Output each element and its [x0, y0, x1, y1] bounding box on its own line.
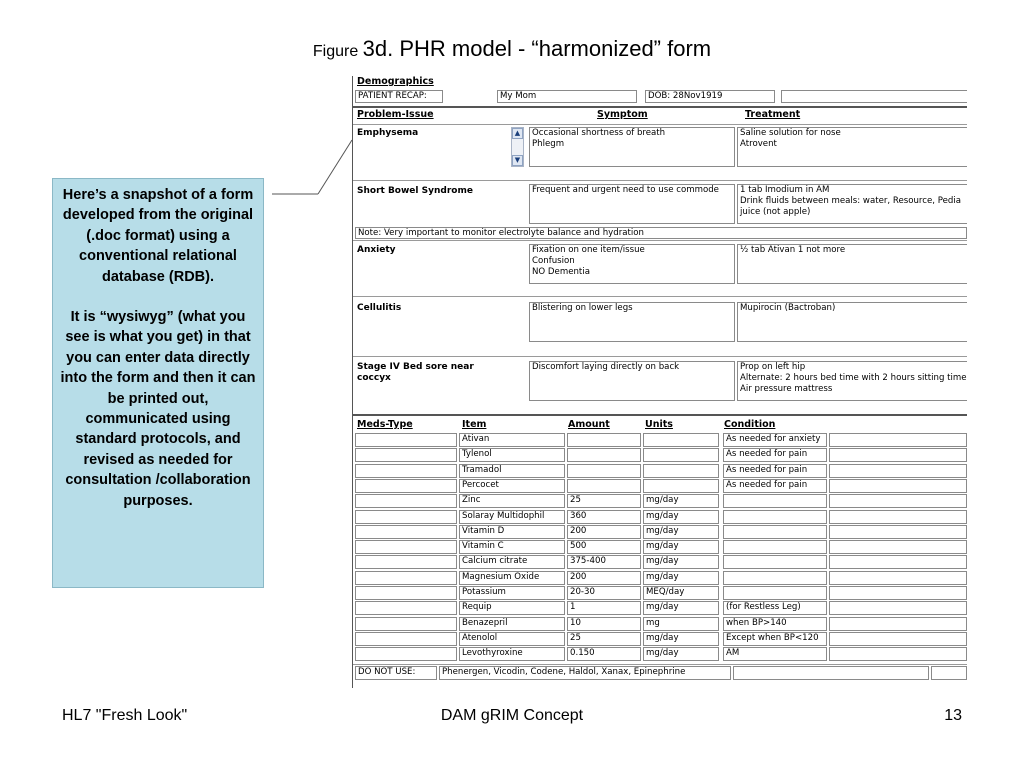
footer-center: DAM gRIM Concept: [440, 707, 584, 724]
problem-issue-2: Short Bowel Syndrome: [357, 186, 473, 196]
med-units-cell[interactable]: mg/day: [643, 632, 719, 646]
symptom-header: Symptom: [597, 109, 648, 120]
symptom-line: Blistering on lower legs: [532, 303, 633, 313]
med-item-cell[interactable]: Potassium: [459, 586, 565, 600]
med-extra-cell[interactable]: [829, 647, 967, 661]
title-number: 3d.: [362, 36, 394, 61]
med-type-cell[interactable]: [355, 525, 457, 539]
row-divider: [353, 664, 967, 665]
symptom-field-1[interactable]: [529, 127, 735, 167]
med-extra-cell[interactable]: [829, 571, 967, 585]
med-type-cell[interactable]: [355, 617, 457, 631]
treatment-line: Saline solution for nose: [740, 128, 841, 138]
med-condition-cell[interactable]: Except when BP<120: [723, 632, 827, 646]
demographics-label: Demographics: [357, 76, 434, 87]
med-units-cell[interactable]: mg/day: [643, 555, 719, 569]
med-item-cell[interactable]: Vitamin C: [459, 540, 565, 554]
med-extra-cell[interactable]: [829, 433, 967, 447]
med-item-cell[interactable]: Zinc: [459, 494, 565, 508]
meds-amount-header: Amount: [568, 419, 610, 430]
footer-page-number: 13: [944, 707, 962, 724]
med-units-cell[interactable]: [643, 464, 719, 478]
scroll-down-icon[interactable]: ▼: [512, 155, 523, 166]
problem-issue-header: Problem-Issue: [357, 109, 434, 120]
med-extra-cell[interactable]: [829, 555, 967, 569]
med-units-cell[interactable]: mg/day: [643, 601, 719, 615]
callout-paragraph-1: Here’s a snapshot of a form developed from the original (.doc format) using a conventional relational database (RDB).: [62, 187, 254, 285]
meds-units-header: Units: [645, 419, 673, 430]
symptom-line: Occasional shortness of breath: [532, 128, 666, 138]
symptom-line: Discomfort laying directly on back: [532, 362, 680, 372]
med-type-cell[interactable]: [355, 464, 457, 478]
med-item-cell[interactable]: Magnesium Oxide: [459, 571, 565, 585]
callout-paragraph-2: It is “wysiwyg” (what you see is what you get) in that you can enter data directly into the form and then it can be printed out, communicated using standard protocols, and revised as needed for consultation /collaboration purposes.: [60, 309, 256, 509]
treatment-line: Mupirocin (Bactroban): [740, 303, 836, 313]
med-item-cell[interactable]: Tylenol: [459, 448, 565, 462]
med-condition-cell[interactable]: [723, 540, 827, 554]
section-divider: [353, 106, 967, 108]
med-item-cell[interactable]: Ativan: [459, 433, 565, 447]
callout-box: [52, 178, 264, 588]
med-condition-cell[interactable]: As needed for anxiety: [723, 433, 827, 447]
med-units-cell[interactable]: mg/day: [643, 540, 719, 554]
symptom-field-3[interactable]: [529, 244, 735, 284]
patient-recap-field[interactable]: PATIENT RECAP:: [355, 90, 443, 103]
med-type-cell[interactable]: [355, 433, 457, 447]
treatment-line: Drink fluids between meals: water, Resource, Pedia juice (not apple): [740, 196, 962, 217]
med-condition-cell[interactable]: [723, 525, 827, 539]
med-units-cell[interactable]: mg: [643, 617, 719, 631]
note-field[interactable]: Note: Very important to monitor electrolyte balance and hydration: [355, 227, 967, 239]
med-type-cell[interactable]: [355, 571, 457, 585]
symptom-field-2[interactable]: [529, 184, 735, 224]
treatment-field-4[interactable]: [737, 302, 967, 342]
symptom-field-4[interactable]: [529, 302, 735, 342]
med-item-cell[interactable]: Vitamin D: [459, 525, 565, 539]
scroll-up-icon[interactable]: ▲: [512, 128, 523, 139]
treatment-line: ½ tab Ativan 1 not more: [740, 245, 846, 255]
med-condition-cell[interactable]: [723, 571, 827, 585]
do-not-use-extra-field-2[interactable]: [931, 666, 967, 680]
med-extra-cell[interactable]: [829, 479, 967, 493]
med-type-cell[interactable]: [355, 647, 457, 661]
med-units-cell[interactable]: [643, 479, 719, 493]
med-extra-cell[interactable]: [829, 448, 967, 462]
med-amount-cell[interactable]: 500: [567, 540, 641, 554]
med-amount-cell[interactable]: 200: [567, 571, 641, 585]
med-type-cell[interactable]: [355, 586, 457, 600]
med-amount-cell[interactable]: [567, 433, 641, 447]
symptom-line: NO Dementia: [532, 267, 590, 277]
section-divider: [353, 414, 967, 416]
treatment-line: Alternate: 2 hours bed time with 2 hours sitting time: [740, 373, 967, 383]
med-extra-cell[interactable]: [829, 494, 967, 508]
med-units-cell[interactable]: MEQ/day: [643, 586, 719, 600]
med-units-cell[interactable]: [643, 433, 719, 447]
symptom-line: Frequent and urgent need to use commode: [532, 185, 719, 195]
med-extra-cell[interactable]: [829, 601, 967, 615]
med-condition-cell[interactable]: As needed for pain: [723, 479, 827, 493]
title-prefix: Figure: [312, 43, 363, 60]
med-amount-cell[interactable]: 0.150: [567, 647, 641, 661]
med-item-cell[interactable]: Requip: [459, 601, 565, 615]
med-type-cell[interactable]: [355, 494, 457, 508]
med-extra-cell[interactable]: [829, 510, 967, 524]
med-item-cell[interactable]: Benazepril: [459, 617, 565, 631]
med-amount-cell[interactable]: 25: [567, 632, 641, 646]
do-not-use-field[interactable]: Phenergen, Vicodin, Codene, Haldol, Xanax, Epinephrine: [439, 666, 731, 680]
med-units-cell[interactable]: mg/day: [643, 494, 719, 508]
med-amount-cell[interactable]: 1: [567, 601, 641, 615]
med-condition-cell[interactable]: [723, 510, 827, 524]
med-type-cell[interactable]: [355, 555, 457, 569]
med-amount-cell[interactable]: 25: [567, 494, 641, 508]
treatment-line: 1 tab Imodium in AM: [740, 185, 830, 195]
treatment-field-1[interactable]: [737, 127, 967, 167]
do-not-use-label: DO NOT USE:: [355, 666, 437, 680]
treatment-field-5[interactable]: [737, 361, 967, 401]
med-units-cell[interactable]: [643, 448, 719, 462]
med-units-cell[interactable]: mg/day: [643, 510, 719, 524]
med-type-cell[interactable]: [355, 632, 457, 646]
row-divider: [353, 356, 967, 357]
med-units-cell[interactable]: mg/day: [643, 571, 719, 585]
med-type-cell[interactable]: [355, 479, 457, 493]
header-divider: [353, 124, 967, 125]
phr-form: [352, 76, 967, 688]
med-amount-cell[interactable]: [567, 464, 641, 478]
demographics-extra-field[interactable]: [781, 90, 967, 103]
meds-item-header: Item: [462, 419, 487, 430]
med-item-cell[interactable]: Calcium citrate: [459, 555, 565, 569]
med-extra-cell[interactable]: [829, 540, 967, 554]
med-item-cell[interactable]: Percocet: [459, 479, 565, 493]
treatment-header: Treatment: [745, 109, 801, 120]
problem-issue-3: Anxiety: [357, 245, 396, 255]
med-item-cell[interactable]: Atenolol: [459, 632, 565, 646]
med-condition-cell[interactable]: [723, 494, 827, 508]
problem-issue-1: Emphysema: [357, 128, 419, 138]
med-amount-cell[interactable]: [567, 448, 641, 462]
med-units-cell[interactable]: mg/day: [643, 525, 719, 539]
med-condition-cell[interactable]: As needed for pain: [723, 464, 827, 478]
med-units-cell[interactable]: mg/day: [643, 647, 719, 661]
row-divider: [353, 180, 967, 181]
dob-field[interactable]: DOB: 28Nov1919: [645, 90, 775, 103]
med-amount-cell[interactable]: 10: [567, 617, 641, 631]
do-not-use-extra-field[interactable]: [733, 666, 929, 680]
med-amount-cell[interactable]: 375-400: [567, 555, 641, 569]
med-type-cell[interactable]: [355, 448, 457, 462]
problem-issue-5: Stage IV Bed sore near coccyx: [357, 362, 474, 383]
med-amount-cell[interactable]: 360: [567, 510, 641, 524]
treatment-line: Air pressure mattress: [740, 384, 833, 394]
symptom-line: Confusion: [532, 256, 575, 266]
problem-issue-4: Cellulitis: [357, 303, 402, 313]
symptom-line: Fixation on one item/issue: [532, 245, 645, 255]
row-divider: [353, 296, 967, 297]
med-condition-cell[interactable]: As needed for pain: [723, 448, 827, 462]
footer-left: HL7 "Fresh Look": [62, 707, 188, 724]
med-extra-cell[interactable]: [829, 464, 967, 478]
med-condition-cell[interactable]: [723, 555, 827, 569]
treatment-line: Prop on left hip: [740, 362, 806, 372]
med-condition-cell[interactable]: [723, 586, 827, 600]
med-amount-cell[interactable]: [567, 479, 641, 493]
med-amount-cell[interactable]: 20-30: [567, 586, 641, 600]
med-condition-cell[interactable]: (for Restless Leg): [723, 601, 827, 615]
row-divider: [353, 240, 967, 241]
title-main: PHR model - “harmonized” form: [393, 36, 712, 61]
med-item-cell[interactable]: Levothyroxine: [459, 647, 565, 661]
med-item-cell[interactable]: Tramadol: [459, 464, 565, 478]
treatment-field-3[interactable]: [737, 244, 967, 284]
med-type-cell[interactable]: [355, 601, 457, 615]
med-extra-cell[interactable]: [829, 525, 967, 539]
problem-scrollbar[interactable]: [511, 127, 524, 167]
treatment-field-2[interactable]: [737, 184, 967, 224]
treatment-line: Atrovent: [740, 139, 777, 149]
patient-name-field[interactable]: My Mom: [497, 90, 637, 103]
symptom-line: Phlegm: [532, 139, 565, 149]
med-type-cell[interactable]: [355, 510, 457, 524]
med-condition-cell[interactable]: AM: [723, 647, 827, 661]
meds-condition-header: Condition: [724, 419, 776, 430]
med-extra-cell[interactable]: [829, 632, 967, 646]
med-extra-cell[interactable]: [829, 586, 967, 600]
symptom-field-5[interactable]: [529, 361, 735, 401]
med-amount-cell[interactable]: 200: [567, 525, 641, 539]
med-type-cell[interactable]: [355, 540, 457, 554]
med-condition-cell[interactable]: when BP>140: [723, 617, 827, 631]
meds-type-header: Meds-Type: [357, 419, 413, 430]
med-item-cell[interactable]: Solaray Multidophil: [459, 510, 565, 524]
med-extra-cell[interactable]: [829, 617, 967, 631]
